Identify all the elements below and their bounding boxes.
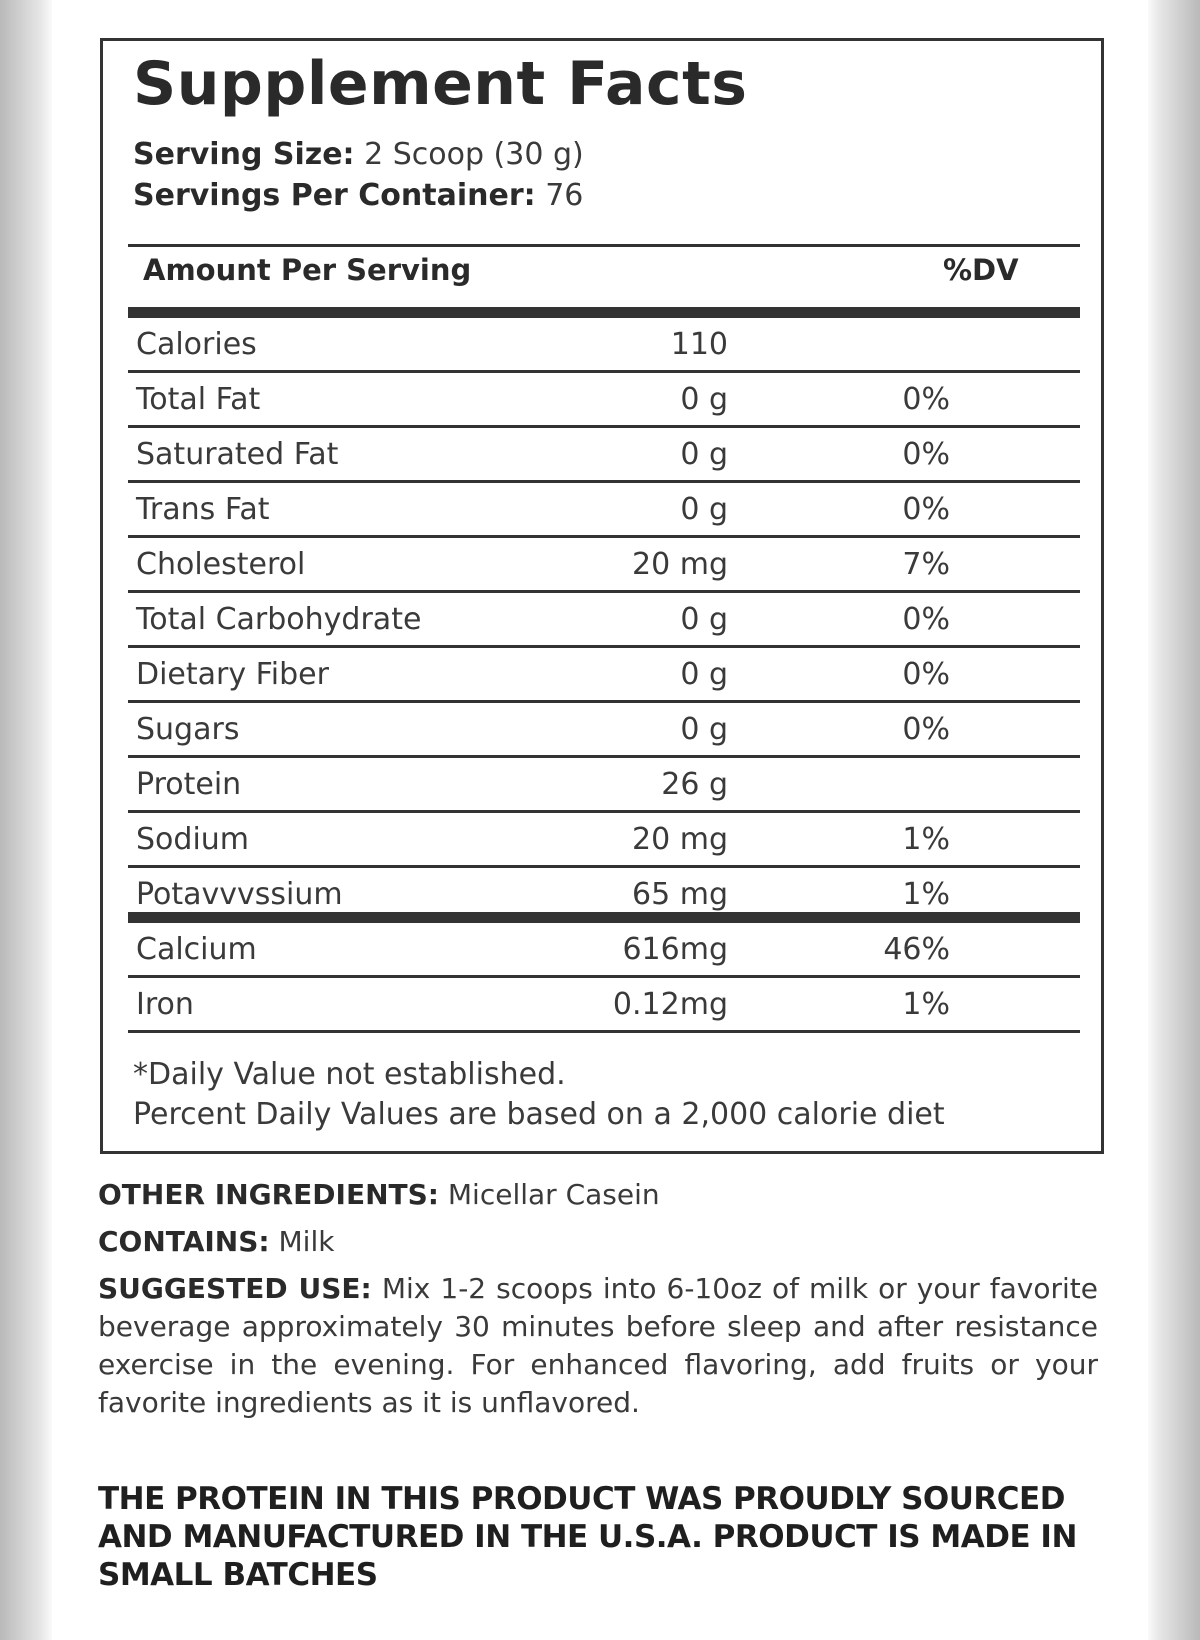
serving-size-value: 2 Scoop (30 g)	[364, 137, 584, 172]
panel-title: Supplement Facts	[133, 49, 748, 119]
nutrient-name: Sodium	[136, 822, 250, 857]
nutrient-row	[128, 648, 1080, 703]
nutrient-name: Calcium	[136, 932, 257, 967]
nutrient-row	[128, 703, 1080, 758]
nutrient-row	[128, 538, 1080, 593]
thick-divider	[128, 307, 1080, 318]
nutrient-name: Iron	[136, 987, 194, 1022]
nutrient-dv: 1%	[902, 987, 950, 1022]
nutrient-name: Dietary Fiber	[136, 657, 329, 692]
nutrient-name: Cholesterol	[136, 547, 306, 582]
suggested-use-label: SUGGESTED USE:	[98, 1272, 372, 1305]
nutrient-dv: 0%	[902, 437, 950, 472]
other-ingredients	[98, 1178, 1098, 1211]
nutrient-amount: 0 g	[680, 382, 728, 417]
dv-header: %DV	[943, 253, 1019, 287]
nutrient-amount: 26 g	[661, 767, 728, 802]
nutrient-amount: 0 g	[680, 437, 728, 472]
nutrient-row	[128, 593, 1080, 648]
nutrient-row	[128, 758, 1080, 813]
nutrient-row	[128, 813, 1080, 868]
contains-value: Milk	[278, 1225, 335, 1258]
nutrient-dv: 0%	[902, 712, 950, 747]
nutrient-amount: 0.12mg	[612, 987, 728, 1022]
nutrient-row	[128, 868, 1080, 923]
nutrient-dv: 1%	[902, 822, 950, 857]
supplement-facts-panel	[100, 38, 1104, 1154]
nutrient-amount: 110	[670, 327, 728, 362]
contains-label: CONTAINS:	[98, 1225, 270, 1258]
nutrient-name: Sugars	[136, 712, 240, 747]
nutrient-name: Potavvvssium	[136, 877, 343, 912]
nutrient-dv: 1%	[902, 877, 950, 912]
other-ingredients-label: OTHER INGREDIENTS:	[98, 1178, 439, 1211]
servings-per-label: Servings Per Container:	[133, 178, 536, 213]
contains	[98, 1225, 1098, 1258]
suggested-use-value: Mix 1-2 scoops into 6-10oz of milk or your favorite beverage approximately 30 minutes before sleep and after resistance exercise in the evening. For enhanced flavoring, add fruits or your favorite ingredients as it is unflavored.	[98, 1272, 1099, 1419]
nutrient-row	[128, 373, 1080, 428]
footnote-calorie-diet: Percent Daily Values are based on a 2,000 calorie diet	[133, 1097, 945, 1132]
nutrient-amount: 0 g	[680, 492, 728, 527]
suggested-use	[98, 1270, 1098, 1422]
nutrient-dv: 0%	[902, 657, 950, 692]
nutrient-amount: 20 mg	[632, 822, 728, 857]
footnote-daily-value: *Daily Value not established.	[133, 1057, 566, 1092]
nutrient-amount: 0 g	[680, 602, 728, 637]
nutrient-amount: 0 g	[680, 712, 728, 747]
nutrient-dv: 0%	[902, 492, 950, 527]
serving-size	[133, 137, 584, 172]
nutrient-row	[128, 483, 1080, 538]
nutrient-row	[128, 978, 1080, 1033]
nutrient-name: Total Carbohydrate	[136, 602, 422, 637]
nutrient-amount: 616mg	[622, 932, 728, 967]
nutrient-dv: 46%	[883, 932, 950, 967]
nutrient-amount: 65 mg	[632, 877, 728, 912]
nutrient-name: Saturated Fat	[136, 437, 339, 472]
serving-size-label: Serving Size:	[133, 137, 355, 172]
servings-per-container	[133, 178, 583, 213]
nutrient-dv: 7%	[902, 547, 950, 582]
nutrient-amount: 0 g	[680, 657, 728, 692]
divider	[128, 244, 1080, 247]
made-in-usa-statement: THE PROTEIN IN THIS PRODUCT WAS PROUDLY SOURCED AND MANUFACTURED IN THE U.S.A. PRODUCT IS MADE IN SMALL BATCHES	[98, 1481, 1077, 1593]
nutrient-dv: 0%	[902, 602, 950, 637]
nutrient-row	[128, 923, 1080, 978]
nutrient-row	[128, 428, 1080, 483]
servings-per-value: 76	[545, 178, 584, 213]
nutrient-table	[128, 318, 1080, 1033]
nutrient-name: Trans Fat	[136, 492, 270, 527]
other-ingredients-value: Micellar Casein	[447, 1178, 660, 1211]
nutrient-name: Total Fat	[136, 382, 261, 417]
nutrient-name: Calories	[136, 327, 257, 362]
amount-per-serving-header: Amount Per Serving	[143, 253, 472, 287]
nutrient-dv: 0%	[902, 382, 950, 417]
nutrient-amount: 20 mg	[632, 547, 728, 582]
nutrient-row	[128, 318, 1080, 373]
nutrient-name: Protein	[136, 767, 242, 802]
